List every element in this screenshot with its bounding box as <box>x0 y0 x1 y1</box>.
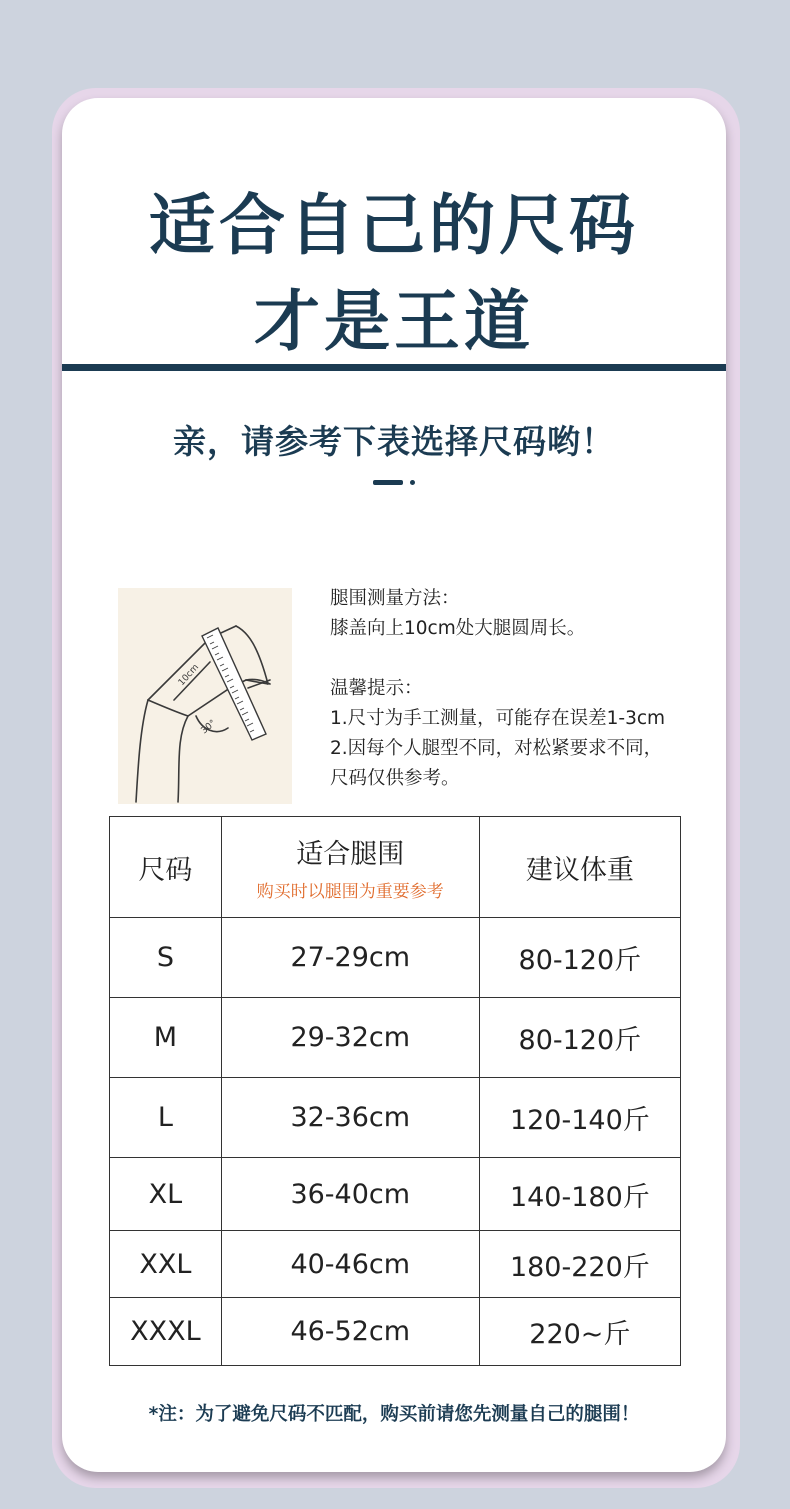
label-angle: 30° <box>199 718 219 737</box>
measurement-notes <box>330 584 710 794</box>
cell-weight: 80-120斤 <box>479 918 680 998</box>
cell-weight: 140-180斤 <box>479 1158 680 1231</box>
tip-2: 2.因每个人腿型不同，对松紧要求不同， <box>330 738 663 759</box>
cell-thigh: 29-32cm <box>221 998 479 1078</box>
headline-line-2: 才是王道 <box>254 283 534 360</box>
knee-measurement-illustration <box>118 588 292 804</box>
tip-1: 1.尺寸为手工测量，可能存在误差1-3cm <box>330 708 666 729</box>
method-title: 腿围测量方法： <box>330 588 460 609</box>
size-table <box>109 816 681 1366</box>
footnote: *注：为了避免尺码不匹配，购买前请您先测量自己的腿围！ <box>148 1404 640 1425</box>
cell-size: XXL <box>110 1231 222 1298</box>
cell-size: S <box>110 918 222 998</box>
tip-3: 尺码仅供参考。 <box>330 768 460 789</box>
subtitle: 亲，请参考下表选择尺码哟！ <box>173 422 615 461</box>
header-thigh <box>221 817 479 918</box>
table-row <box>110 998 681 1078</box>
cell-thigh: 27-29cm <box>221 918 479 998</box>
cell-size: XXXL <box>110 1298 222 1366</box>
decor-dash <box>373 480 403 485</box>
cell-thigh: 46-52cm <box>221 1298 479 1366</box>
tips-title: 温馨提示： <box>330 678 423 699</box>
table-row <box>110 1158 681 1231</box>
cell-thigh: 36-40cm <box>221 1158 479 1231</box>
knee-measurement-icon <box>118 588 292 804</box>
table-header-row <box>110 817 681 918</box>
table-row <box>110 1078 681 1158</box>
header-thigh-label: 适合腿围 <box>296 839 405 870</box>
cell-size: XL <box>110 1158 222 1231</box>
label-distance: 10cm <box>176 662 202 689</box>
divider-rule <box>62 364 726 371</box>
table-row <box>110 1298 681 1366</box>
header-size: 尺码 <box>110 817 222 918</box>
cell-weight: 120-140斤 <box>479 1078 680 1158</box>
header-thigh-note: 购买时以腿围为重要参考 <box>256 882 444 902</box>
cell-weight: 80-120斤 <box>479 998 680 1078</box>
decor-dot <box>410 480 415 485</box>
headline-line-1: 适合自己的尺码 <box>149 187 639 264</box>
cell-size: L <box>110 1078 222 1158</box>
table-row <box>110 1231 681 1298</box>
cell-weight: 220~斤 <box>479 1298 680 1366</box>
table-row <box>110 918 681 998</box>
method-text: 膝盖向上10cm处大腿圆周长。 <box>330 618 586 639</box>
header-weight: 建议体重 <box>479 817 680 918</box>
cell-thigh: 32-36cm <box>221 1078 479 1158</box>
cell-weight: 180-220斤 <box>479 1231 680 1298</box>
cell-size: M <box>110 998 222 1078</box>
cell-thigh: 40-46cm <box>221 1231 479 1298</box>
